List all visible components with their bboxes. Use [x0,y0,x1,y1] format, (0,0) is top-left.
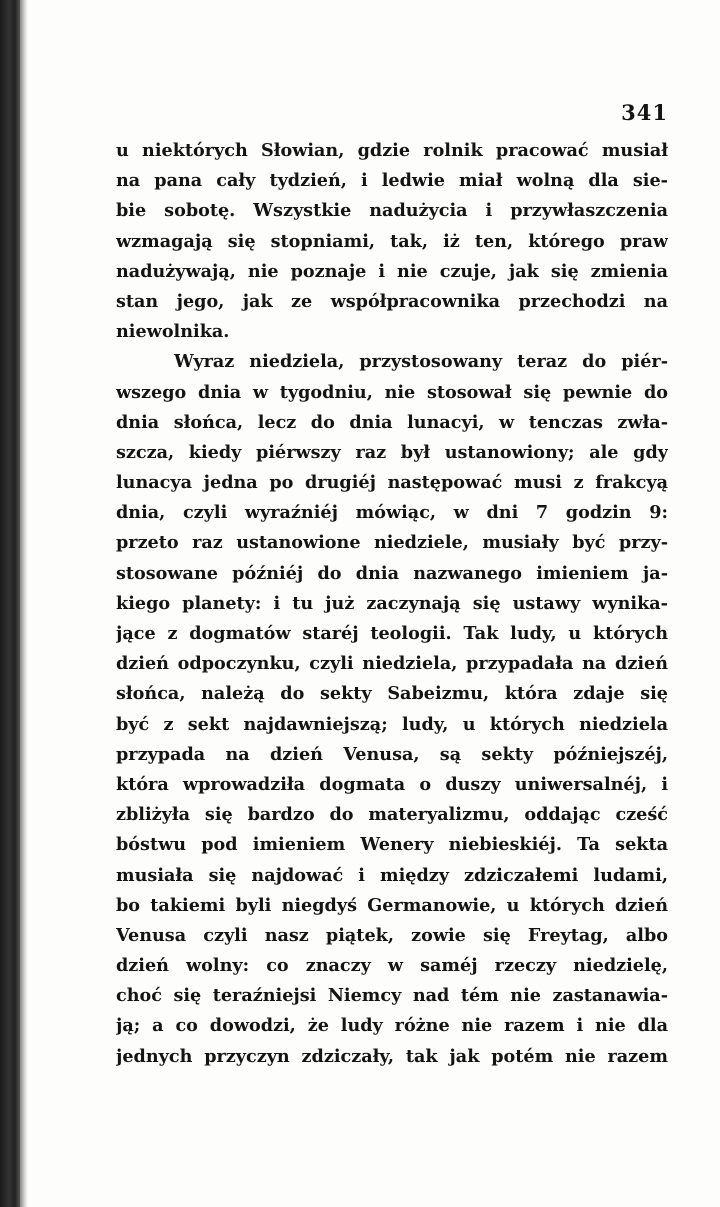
text-line: zbliżyła się bardzo do materyalizmu, oddając cześć [116,804,668,826]
text-line: która wprowadziła dogmata o duszy uniwersalnéj, i [116,773,668,795]
text-line: słońca, należą do sekty Sabeizmu, która zdaje się [116,683,668,705]
text-line: Venusa czyli nasz piątek, zowie się Freytag, albo [116,924,668,946]
text-line: dnia słońca, lecz do dnia lunacyi, w tenczas zwła- [116,411,668,433]
text-line: dzień odpoczynku, czyli niedziela, przypadała na dzień [116,653,668,675]
text-line: nadużywają, nie poznaje i nie czuje, jak się zmienia [116,260,668,282]
text-line: choć się teraźniejsi Niemcy nad tém nie zastanawia- [116,985,668,1007]
text-line: dzień wolny: co znaczy w saméj rzeczy niedzielę, [116,955,668,977]
page-gutter-shadow [20,0,28,1207]
text-line: być z sekt najdawniejszą; ludy, u których niedziela [116,713,668,735]
text-line: bóstwu pod imieniem Wenery niebieskiéj. Ta sekta [116,834,668,856]
text-line: wzmagają się stopniami, tak, iż ten, którego praw [116,230,668,252]
text-line: na pana cały tydzień, i ledwie miał wolną dla sie- [116,170,668,192]
text-line: musiała się najdować i między zdziczałemi ludami, [116,864,668,886]
text-line: stosowane późniéj do dnia nazwanego imieniem ja- [116,562,668,584]
text-line: wszego dnia w tygodniu, nie stosował się pewnie do [116,381,668,403]
book-spine-shadow [0,0,20,1207]
text-line: jednych przyczyn zdziczały, tak jak potém nie razem [116,1045,668,1067]
text-line: kiego planety: i tu już zaczynają się ustawy wynika- [116,592,668,614]
text-line: u niektórych Słowian, gdzie rolnik pracować musiał [116,140,668,161]
paragraph-start-line: Wyraz niedziela, przystosowany teraz do piér- [174,351,668,373]
text-line: stan jego, jak ze współpracownika przechodzi na [116,290,668,312]
page-number: 341 [621,100,668,125]
text-line: jące z dogmatów staréj teologii. Tak ludy, u których [116,623,668,644]
text-line: szcza, kiedy piérwszy raz był ustanowiony; ale gdy [116,441,668,463]
text-line: bie sobotę. Wszystkie nadużycia i przywłaszczenia [116,200,668,222]
paragraph-end-line: niewolnika. [116,321,230,343]
text-line: ją; a co dowodzi, że ludy różne nie razem i nie dla [116,1015,668,1037]
text-line: lunacya jedna po drugiéj następować musi z frakcyą [116,472,668,494]
text-line: przeto raz ustanowione niedziele, musiały być przy- [116,532,668,554]
body-text [116,136,668,1072]
text-line: dnia, czyli wyraźniéj mówiąc, w dni 7 godzin 9: [116,502,668,524]
text-line: bo takiemi byli niegdyś Germanowie, u których dzień [116,894,668,916]
text-line: przypada na dzień Venusa, są sekty późniejszéj, [116,743,668,765]
